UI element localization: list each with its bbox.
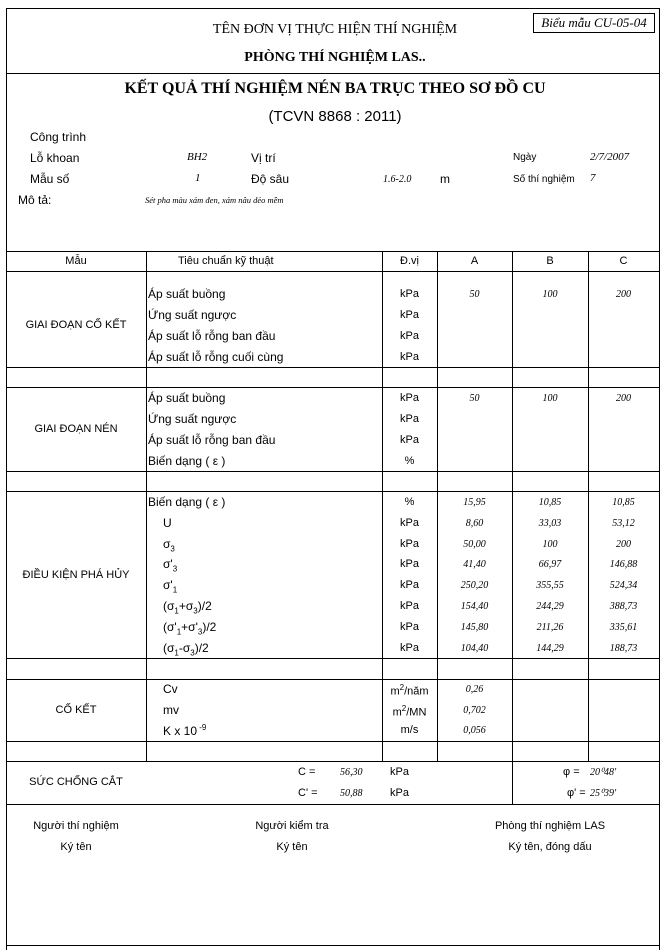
compression-row-label: Biến dạng ( ε ) (148, 454, 226, 468)
consolidation-row-label: Áp suất lỗ rỗng cuối cùng (148, 350, 284, 364)
rule (6, 741, 660, 742)
consolidation-row-label: Áp suất lỗ rỗng ban đầu (148, 329, 276, 343)
failure-row-label: $(\sigma_1-\sigma_3)/2$ (163, 640, 209, 657)
consolidation-label: GIAI ĐOẠN CỐ KẾT (25, 319, 127, 331)
test-number-label: Số thí nghiệm (513, 174, 575, 185)
col-divider-1 (146, 251, 147, 761)
shear-label: SỨC CHỐNG CẮT (29, 776, 123, 788)
failure-row-unit: kPa (400, 537, 419, 550)
rule (6, 471, 660, 472)
checker-title: Người kiểm tra (255, 820, 329, 832)
description-label: Mô tả: (18, 193, 52, 207)
standard-code: (TCVN 8868 : 2011) (268, 108, 402, 125)
coefficient-row-label: K x 10 $^{-9}$ (163, 723, 207, 738)
failure-row-label: $(\sigma_1+\sigma_3)/2$ (163, 599, 212, 616)
consolidation-row-unit: kPa (400, 351, 419, 363)
col-c: C (619, 255, 628, 267)
consolidation-row-unit: kPa (400, 309, 419, 321)
lab-title: Phòng thí nghiệm LAS (494, 820, 606, 832)
coefficient-row-unit: $m^2$/năm (390, 683, 429, 698)
failure-row-value-c: 200 (616, 538, 631, 550)
coefficient-row-unit: $m^2/MN$ (392, 703, 427, 719)
consolidation-row-label: Ứng suất ngược (148, 308, 237, 322)
consolidation-row-value-c: 200 (616, 289, 631, 300)
shear-phi-value: 20⁰48' (590, 767, 617, 778)
shear-c-label: C = (298, 766, 316, 778)
date-value: 2/7/2007 (590, 151, 630, 163)
failure-row-value-a: 145,80 (460, 621, 489, 633)
failure-row-unit: kPa (400, 600, 419, 612)
failure-row-value-b: 244,29 (536, 601, 564, 612)
failure-row-unit: kPa (400, 579, 419, 592)
sample-value: 1 (195, 172, 201, 184)
lab-sign: Ký tên, đóng dấu (508, 841, 592, 853)
failure-row-unit: kPa (400, 516, 419, 529)
sample-label: Mẫu số (30, 172, 70, 186)
depth-label: Độ sâu (251, 172, 290, 186)
checker-sign: Ký tên (276, 841, 308, 853)
col-spec: Tiêu chuẩn kỹ thuật (178, 255, 274, 267)
failure-row-value-b: 355,55 (536, 580, 564, 592)
depth-value: 1.6-2.0 (383, 174, 412, 185)
col-sample: Mẫu (65, 255, 87, 267)
failure-row-value-c: 188,73 (609, 642, 638, 654)
shear-c2-value: 50,88 (340, 788, 363, 799)
compression-row-value-b: 100 (542, 393, 558, 404)
consolidation-row-value-a: 50 (469, 289, 480, 300)
failure-row-value-a: 8,60 (465, 517, 484, 529)
form-code: Biểu mẫu CU-05-04 (533, 13, 655, 33)
rule (6, 367, 660, 368)
shear-c2-unit: kPa (390, 787, 409, 799)
failure-row-value-b: 66,97 (538, 559, 562, 571)
frame-bottom (6, 945, 660, 946)
depth-unit: m (440, 172, 450, 186)
failure-label: ĐIỀU KIỆN PHÁ HỦY (22, 569, 130, 581)
shear-phi2-label: φ' = (567, 787, 586, 799)
coefficient-row-unit: m/s (400, 724, 419, 736)
tester-sign: Ký tên (60, 841, 92, 853)
rule (6, 804, 660, 805)
consolidation-row-value-b: 100 (542, 289, 558, 300)
tester-title: Người thí nghiệm (33, 820, 119, 832)
shear-phi-label: φ = (563, 766, 580, 778)
failure-row-value-c: 10,85 (612, 497, 635, 508)
frame-left (6, 8, 7, 950)
col-unit: Đ.vị (400, 255, 419, 267)
failure-row-unit: kPa (400, 641, 419, 654)
failure-row-value-a: 104,40 (460, 642, 489, 654)
compression-row-label: Áp suất lỗ rỗng ban đầu (148, 433, 276, 447)
failure-row-value-c: 388,73 (609, 601, 638, 612)
coefficient-row-label: Cv (163, 682, 178, 696)
failure-row-value-c: 335,61 (609, 621, 638, 633)
consolidation-row-label: Áp suất buồng (148, 287, 226, 301)
table-header-bottom (6, 271, 660, 272)
compression-row-value-c: 200 (616, 393, 631, 404)
header-divider (6, 73, 660, 74)
failure-row-value-b: 10,85 (538, 497, 562, 508)
failure-row-value-b: 144,29 (536, 642, 564, 654)
consolidation-row-unit: kPa (400, 288, 419, 300)
rule (6, 387, 660, 388)
org-name: TÊN ĐƠN VỊ THỰC HIỆN THÍ NGHIỆM (212, 22, 458, 37)
description-value: Sét pha màu xám đen, xám nâu dẻo mềm (145, 195, 284, 205)
rule (6, 679, 660, 680)
failure-row-label: $\sigma'_1$ (163, 578, 178, 595)
col-a: A (470, 255, 479, 267)
frame-right (659, 8, 660, 950)
shear-c2-label: C' = (298, 787, 318, 799)
failure-row-label: $\sigma_3$ (163, 536, 175, 553)
borehole-label: Lỗ khoan (30, 151, 80, 165)
failure-row-value-a: 250,20 (460, 580, 489, 592)
page-title: KẾT QUẢ THÍ NGHIỆM NÉN BA TRỤC THEO SƠ ĐỒ CU (124, 80, 546, 97)
shear-c-unit: kPa (390, 766, 409, 778)
failure-row-value-c: 146,88 (609, 559, 638, 571)
compression-row-unit: % (404, 455, 415, 467)
failure-row-value-c: 53,12 (612, 517, 635, 529)
rule (6, 491, 660, 492)
location-label: Vị trí (251, 151, 276, 165)
frame-top (6, 8, 660, 9)
coefficient-row-value-a: 0,702 (463, 704, 486, 716)
coefficient-row-value-a: 0,056 (463, 725, 486, 736)
shear-c-value: 56,30 (340, 767, 363, 778)
project-label: Công trình (30, 130, 87, 144)
compression-row-unit: kPa (400, 413, 419, 425)
failure-row-value-c: 524,34 (609, 580, 638, 592)
shear-divider (512, 761, 513, 804)
failure-row-label: $\sigma'_3$ (163, 557, 178, 574)
failure-row-value-b: 211,26 (536, 621, 564, 633)
coefficient-label: CỐ KẾT (55, 704, 97, 716)
failure-row-unit: % (404, 496, 415, 508)
failure-row-label: Biến dạng ( ε ) (148, 495, 226, 509)
failure-row-value-a: 50,00 (463, 538, 486, 550)
compression-row-value-a: 50 (469, 393, 480, 404)
test-number-value: 7 (590, 172, 596, 184)
failure-row-label: U (163, 515, 172, 530)
compression-row-unit: kPa (400, 392, 419, 404)
date-label: Ngày (513, 152, 537, 163)
failure-row-value-a: 154,40 (460, 601, 489, 612)
lab-name: PHÒNG THÍ NGHIỆM LAS.. (244, 50, 426, 65)
consolidation-row-unit: kPa (400, 330, 419, 342)
failure-row-value-b: 33,03 (538, 517, 562, 529)
shear-phi2-value: 25⁰39' (590, 788, 617, 799)
compression-row-label: Ứng suất ngược (148, 412, 237, 426)
borehole-value: BH2 (187, 151, 208, 163)
failure-row-unit: kPa (400, 558, 419, 571)
col-b: B (546, 255, 554, 267)
failure-row-value-a: 15,95 (463, 497, 486, 508)
table-top (6, 251, 660, 252)
failure-row-label: $(\sigma'_1+\sigma'_3)/2$ (163, 619, 217, 637)
compression-label: GIAI ĐOẠN NÉN (34, 423, 118, 435)
coefficient-row-label: mv (163, 702, 179, 717)
coefficient-row-value-a: 0,26 (465, 684, 484, 695)
failure-row-unit: kPa (400, 620, 419, 633)
rule (6, 761, 660, 762)
rule (6, 658, 660, 659)
failure-row-value-b: 100 (542, 538, 558, 550)
compression-row-label: Áp suất buồng (148, 391, 226, 405)
failure-row-value-a: 41,40 (463, 559, 486, 571)
compression-row-unit: kPa (400, 434, 419, 446)
